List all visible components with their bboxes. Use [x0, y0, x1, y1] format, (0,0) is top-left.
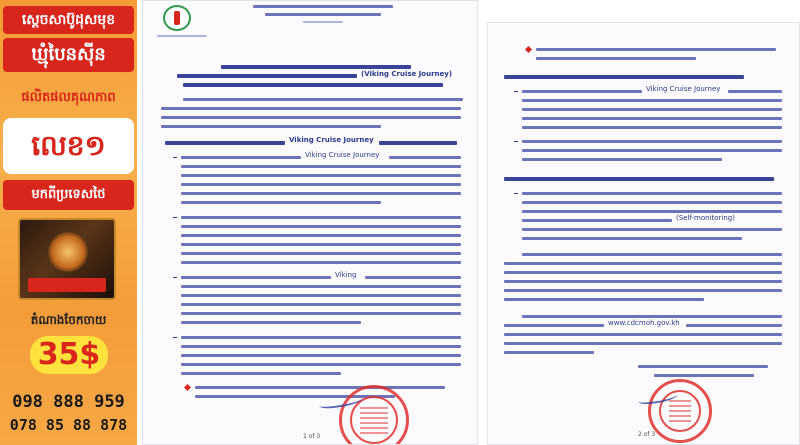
para-3-line-5	[181, 312, 461, 315]
intro-line-3	[161, 116, 461, 119]
motto-line	[265, 13, 381, 16]
ministry-name-line	[157, 35, 207, 37]
body-latin-text-1: Viking Cruise Journey	[646, 85, 721, 93]
section-b-line-4	[522, 117, 782, 120]
section-a-heading-end	[379, 141, 457, 145]
para-2-line-4	[181, 243, 461, 246]
ministry-emblem-icon	[163, 5, 191, 31]
page-number: 1 of 3	[303, 433, 321, 440]
bullet-dash	[173, 277, 177, 278]
para-2-line-1	[181, 216, 461, 219]
ad-headline: ស្ដេចសាប៊ូដុសមុខ	[3, 6, 134, 34]
section-b-line-3	[522, 108, 782, 111]
intro-line-1	[183, 98, 463, 101]
section-c-line-12	[504, 298, 704, 301]
advertisement-banner[interactable]	[0, 0, 137, 445]
bullet-dash	[514, 193, 518, 194]
para-3-line-1	[181, 276, 331, 279]
document-page-2	[487, 22, 800, 445]
section-c-line-8	[504, 262, 782, 265]
para-2-line-3	[181, 234, 461, 237]
sub-bullet-line-1	[195, 386, 445, 389]
para-3-line-1-end	[365, 276, 461, 279]
ad-number-one: លេខ១	[3, 118, 134, 174]
ornament-line	[303, 21, 343, 23]
product-box-image	[18, 218, 116, 300]
para-3-line-6	[181, 321, 361, 324]
closing-line-3	[504, 333, 782, 336]
section-a-heading	[165, 141, 285, 145]
closing-line-2	[504, 324, 604, 327]
para-3-line-3	[181, 294, 461, 297]
section-c-line-9	[504, 271, 782, 274]
para-4-line-4	[181, 363, 461, 366]
section-c-line-11	[504, 289, 782, 292]
section-c-line-3	[522, 210, 782, 213]
closing-line-1	[522, 315, 782, 318]
intro-line-2	[161, 107, 461, 110]
para-2-line-6	[181, 261, 461, 264]
section-a-latin: Viking Cruise Journey	[289, 136, 374, 144]
website-link[interactable]: www.cdcmoh.gov.kh	[608, 319, 680, 327]
section-b-line-6	[522, 140, 782, 143]
body-latin-text-1: Viking Cruise Journey	[305, 151, 380, 159]
ad-phone-2[interactable]: 078 85 88 878	[9, 416, 128, 434]
product-glow	[48, 232, 88, 272]
section-c-line-2	[522, 201, 782, 204]
para-4-line-5	[181, 372, 341, 375]
section-c-line-6	[522, 237, 742, 240]
bullet-dash	[173, 217, 177, 218]
body-latin-text-2: Viking	[335, 271, 357, 279]
para-1-line-3	[181, 174, 461, 177]
section-b-line-8	[522, 158, 722, 161]
bullet-dash	[173, 337, 177, 338]
section-c-line-1	[522, 192, 782, 195]
section-c-line-7	[522, 253, 782, 256]
closing-line-2-end	[686, 324, 782, 327]
section-b-heading	[504, 75, 744, 79]
section-c-heading	[504, 177, 774, 181]
ad-distributor-text: តំណាងចែកចាយ	[30, 313, 107, 327]
bullet-dash	[514, 141, 518, 142]
section-c-line-10	[504, 280, 782, 283]
para-3-line-2	[181, 285, 461, 288]
para-1-line-6	[181, 201, 381, 204]
date-line-1	[638, 365, 768, 368]
para-1-line-1	[181, 156, 301, 159]
document-subtitle-line-2	[183, 83, 443, 87]
para-4-line-2	[181, 345, 461, 348]
closing-line-5	[504, 351, 594, 354]
official-seal-stamp	[339, 385, 409, 445]
para-3-line-4	[181, 303, 461, 306]
product-label	[28, 278, 106, 292]
bullet-dash	[173, 157, 177, 158]
body-latin-text-2: (Self-monitoring)	[676, 214, 735, 222]
para-1-line-2	[181, 165, 461, 168]
ad-quality-text: ផលិតផលគុណភាព	[21, 90, 116, 105]
para-2-line-5	[181, 252, 461, 255]
section-b-line-1	[522, 90, 642, 93]
bullet-dash	[514, 91, 518, 92]
bullet-diamond-icon	[184, 384, 191, 391]
para-4-line-3	[181, 354, 461, 357]
continued-line-1	[536, 48, 776, 51]
kingdom-header-line	[253, 5, 393, 8]
ad-phone-1[interactable]: 098 888 959	[12, 392, 125, 412]
section-b-line-7	[522, 149, 782, 152]
document-page-1	[142, 0, 478, 445]
para-1-line-1-end	[389, 156, 461, 159]
para-1-line-5	[181, 192, 461, 195]
section-c-line-5	[522, 228, 782, 231]
section-c-line-4	[522, 219, 672, 222]
ad-product-name: ឃ្មុំបៃនស៊ីន	[3, 38, 134, 72]
continued-line-2	[536, 57, 696, 60]
section-b-line-5	[522, 126, 782, 129]
bullet-diamond-icon	[525, 46, 532, 53]
para-1-line-4	[181, 183, 461, 186]
official-seal-stamp	[648, 379, 712, 443]
header-latin-text: (Viking Cruise Journey)	[361, 70, 453, 78]
intro-line-4	[161, 125, 381, 128]
closing-line-4	[504, 342, 782, 345]
document-title-line	[221, 65, 411, 69]
para-4-line-1	[181, 336, 461, 339]
section-b-line-1-end	[728, 90, 782, 93]
date-line-2	[654, 374, 754, 377]
para-2-line-2	[181, 225, 461, 228]
ad-price: 35$	[30, 336, 108, 374]
page-number: 2 of 3	[638, 431, 656, 438]
section-b-line-2	[522, 99, 782, 102]
document-subtitle-line	[177, 74, 357, 78]
ad-origin-text: មកពីប្រទេសថៃ	[3, 180, 134, 210]
